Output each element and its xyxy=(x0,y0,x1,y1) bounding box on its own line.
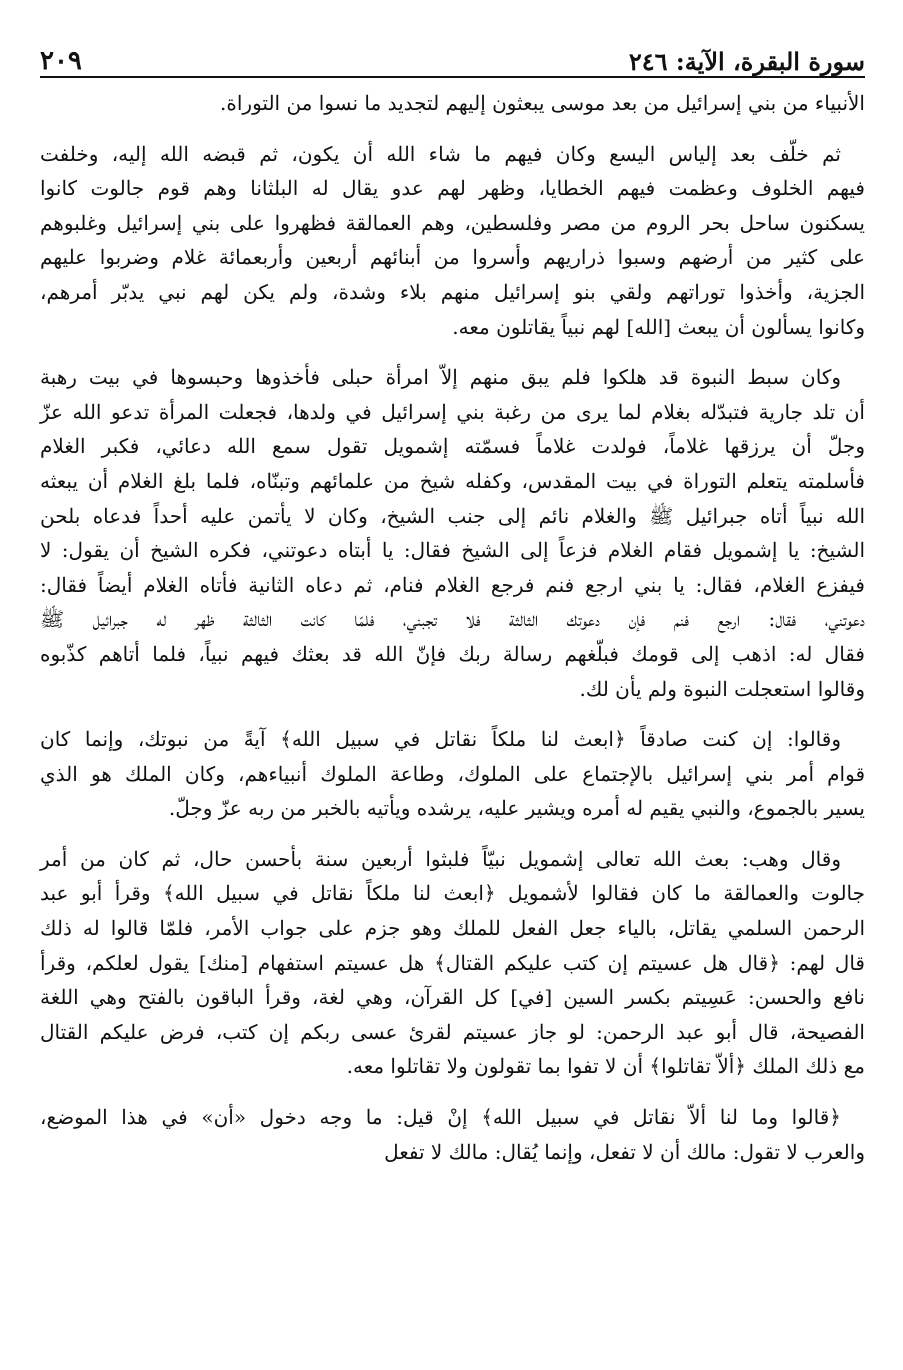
text-line: قال لهم: ﴿قال هل عسيتم إن كتب عليكم القتال﴾ هل عسيتم استفهام [منك] يقول لعلكم، وقرأ xyxy=(40,950,865,975)
text-line: يسكنون ساحل بحر الروم من مصر وفلسطين، وهم العمالقة فظهروا على بني إسرائيل وغلبوهم xyxy=(40,210,865,235)
text-line: الفصيحة، قال أبو عبد الرحمن: لو جاز عسيتم لقرئ عسى ربكم إن كتب، فرض عليكم القتال xyxy=(40,1019,865,1044)
text-line: وكانوا يسألون أن يبعث [الله] لهم نبياً يقاتلون معه. xyxy=(452,314,865,339)
text-line: والعرب لا تقول: مالك أن لا تفعل، وإنما يُقال: مالك لا تفعل xyxy=(384,1139,865,1164)
paragraph xyxy=(40,1100,865,1169)
text-line: الشيخ: يا إشمويل فقام الغلام فزعاً إلى الشيخ فقال: يا أبتاه دعوتني، فكره الشيخ أن يقول: لا xyxy=(40,538,865,563)
page-header xyxy=(40,30,865,78)
text-line: نافع والحسن: عَسِيتم بكسر السين [في] كل القرآن، وهي لغة، وقرأ الباقون بالفتح وهي اللغة xyxy=(40,985,865,1010)
paragraph xyxy=(40,137,865,345)
text-line: ﴿قالوا وما لنا ألاّ نقاتل في سبيل الله﴾ إنْ قيل: ما وجه دخول «أن» في هذا الموضع، xyxy=(40,1105,841,1130)
text-line: ثم خلّف بعد إلياس اليسع وكان فيهم ما شاء الله أن يكون، ثم قبضه الله إليه، وخلفت xyxy=(40,141,841,166)
text-line: فيهم الخلوف وعظمت فيهم الخطايا، وظهر لهم عدو يقال له البلثانا وهم قوم جالوت كانوا xyxy=(40,176,865,201)
paragraph-gap xyxy=(40,826,865,842)
text-line: وكان سبط النبوة قد هلكوا فلم يبق منهم إلاّ امرأة حبلى فأخذوها وحبسوها في بيت رهبة xyxy=(40,365,842,390)
page-number: ٢٠٩ xyxy=(40,46,82,76)
paragraph-gap xyxy=(40,344,865,360)
paragraph xyxy=(40,842,865,1084)
paragraph xyxy=(40,722,865,826)
text-line: وقالوا استعجلت النبوة ولم يأن لك. xyxy=(579,676,865,701)
text-line: فقال له: اذهب إلى قومك فبلّغهم رسالة ربك فإنّ الله قد بعثك فيهم نبياً، فلما أتاهم كذّبوه xyxy=(40,641,865,666)
text-line: وقالوا: إن كنت صادقاً ﴿ابعث لنا ملكاً نقاتل في سبيل الله﴾ آيةً من نبوتك، وإنما كان xyxy=(40,727,841,752)
text-line: قوام أمر بني إسرائيل بالإجتماع على الملوك، وطاعة الملوك أنبياءهم، وكان الملك هو الذي xyxy=(40,761,865,786)
text-line: الله نبياً أتاه جبرائيل ﷺ والغلام نائم إلى جنب الشيخ، وكان لا يأتمن عليه أحداً فدعاه بلحن xyxy=(40,503,865,528)
page-body xyxy=(40,86,865,1169)
paragraph-gap xyxy=(40,706,865,722)
text-line: على كثير من أرضهم وسبوا ذراريهم وأسروا من أبنائهم أربعين وأربعمائة غلام وضربوا عليهم xyxy=(40,245,865,270)
text-line: جالوت والعمالقة ما كان فقالوا لأشمويل ﴿ابعث لنا ملكاً نقاتل في سبيل الله﴾ وقرأ أبو عبد xyxy=(40,881,865,906)
text-line: مع ذلك الملك ﴿ألاّ تقاتلوا﴾ أن لا تفوا بما تقولون ولا تقاتلوا معه. xyxy=(346,1054,865,1079)
paragraph-gap xyxy=(40,121,865,137)
text-line: الأنبياء من بني إسرائيل من بعد موسى يبعثون إليهم لتجديد ما نسوا من التوراة. xyxy=(220,91,865,115)
running-title: سورة البقرة، الآية: ٢٤٦ xyxy=(628,47,865,76)
text-line: أن تلد جارية فتبدّله بغلام لما يرى من رغبة بني إسرائيل في ولدها، فجعلت المرأة تدعو الله عزّ xyxy=(40,399,865,424)
paragraph-gap xyxy=(40,1084,865,1100)
paragraph xyxy=(40,86,865,121)
text-line: وجلّ أن يرزقها غلاماً، فولدت غلاماً فسمّته إشمويل تقول سمع الله دعائي، فكبر الغلام xyxy=(40,434,865,459)
paragraph xyxy=(40,360,865,706)
text-line: الجزية، وأخذوا توراتهم ولقي بنو إسرائيل منهم بلاء وشدة، ولم يكن لهم نبي يدبّر أمرهم، xyxy=(40,279,865,304)
text-line: فيفزع الغلام، فقال: يا بني ارجع فنم فرجع الغلام فنام، ثم دعاه الثانية فأتاه الغلام أيضاً فقال: xyxy=(40,572,865,597)
text-line: دعوتني، فقال: ارجع فنم فإن دعوتك الثالثة فلا تجبني، فلمّا كانت الثالثة ظهر له جبرائيل ﷺ xyxy=(40,607,865,632)
text-line: وقال وهب: بعث الله تعالى إشمويل نبيّاً فلبثوا أربعين سنة بأحسن حال، ثم كان من أمر xyxy=(40,846,841,871)
text-line: يسير بالجموع، والنبي يقيم له أمره ويشير عليه، يرشده ويأتيه بالخبر من ربه عزّ وجلّ. xyxy=(168,796,865,821)
text-line: فأسلمته يتعلم التوراة في بيت المقدس، وكفله شيخ من علمائهم وتبنّاه، فلما بلغ الغلام أن يبعثه xyxy=(40,468,865,493)
text-line: الرحمن السلمي يقاتل، بالياء جعل الفعل للملك وهو جزم على جواب الأمر، فلمّا قالوا له ذلك xyxy=(40,916,865,941)
